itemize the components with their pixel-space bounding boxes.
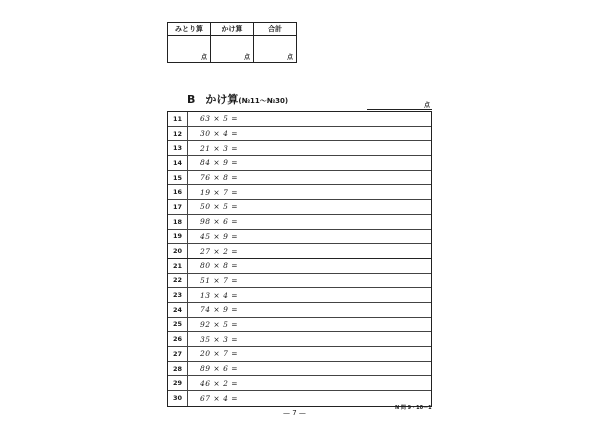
problem-number: 14 <box>168 156 188 170</box>
section-range: (№11〜№30) <box>238 97 289 105</box>
problem-row <box>168 376 431 391</box>
score-unit: 点 <box>243 54 250 61</box>
problem-number: 20 <box>168 244 188 258</box>
problem-expression: 21 × 3 = <box>200 143 239 153</box>
problem-row <box>168 171 431 186</box>
score-cell-total[interactable] <box>254 36 297 63</box>
section-heading <box>187 91 288 107</box>
score-cell-kakezan[interactable] <box>211 36 254 63</box>
problem-number: 21 <box>168 259 188 273</box>
problem-expression: 76 × 8 = <box>200 173 239 183</box>
problem-number: 11 <box>168 112 188 126</box>
problem-expression: 74 × 9 = <box>200 305 239 315</box>
score-table <box>167 22 297 63</box>
problem-expression: 98 × 6 = <box>200 217 239 227</box>
problem-number: 28 <box>168 362 188 376</box>
section-score-unit: 点 <box>423 102 430 109</box>
problem-row <box>168 318 431 333</box>
problem-number: 18 <box>168 215 188 229</box>
section-letter: B <box>187 93 196 106</box>
page-number: — 7 — <box>283 409 306 417</box>
problem-row <box>168 303 431 318</box>
problem-row <box>168 215 431 230</box>
score-unit: 点 <box>200 54 207 61</box>
problem-row <box>168 288 431 303</box>
problem-row <box>168 156 431 171</box>
problem-number: 29 <box>168 376 188 390</box>
problem-row <box>168 112 431 127</box>
section-score-field[interactable] <box>367 99 432 110</box>
problem-number: 23 <box>168 288 188 302</box>
document-code: N 問 9・10－1 <box>395 405 432 411</box>
section-title: かけ算 <box>205 93 239 106</box>
problem-expression: 92 × 5 = <box>200 319 239 329</box>
problem-row <box>168 259 431 274</box>
problem-expression: 13 × 4 = <box>200 290 239 300</box>
problem-row <box>168 391 431 406</box>
problem-expression: 51 × 7 = <box>200 275 239 285</box>
problem-number: 26 <box>168 332 188 346</box>
problem-row <box>168 274 431 289</box>
score-header-total: 合計 <box>254 23 297 36</box>
problem-expression: 35 × 3 = <box>200 334 239 344</box>
problem-number: 15 <box>168 171 188 185</box>
problem-expression: 63 × 5 = <box>200 114 239 124</box>
problem-number: 25 <box>168 318 188 332</box>
problem-number: 30 <box>168 391 188 406</box>
problem-number: 17 <box>168 200 188 214</box>
problem-expression: 89 × 6 = <box>200 364 239 374</box>
problem-row <box>168 332 431 347</box>
problem-expression: 80 × 8 = <box>200 261 239 271</box>
problem-row <box>168 127 431 142</box>
problem-list <box>167 111 432 407</box>
problem-row <box>168 244 431 259</box>
problem-expression: 50 × 5 = <box>200 202 239 212</box>
problem-row <box>168 230 431 245</box>
score-unit: 点 <box>286 54 293 61</box>
problem-row <box>168 362 431 377</box>
problem-row <box>168 200 431 215</box>
problem-row <box>168 141 431 156</box>
problem-expression: 84 × 9 = <box>200 158 239 168</box>
problem-expression: 30 × 4 = <box>200 129 239 139</box>
problem-expression: 20 × 7 = <box>200 349 239 359</box>
problem-expression: 19 × 7 = <box>200 187 239 197</box>
score-cell-mitorizan[interactable] <box>168 36 211 63</box>
problem-number: 19 <box>168 230 188 244</box>
score-header-kakezan: かけ算 <box>211 23 254 36</box>
score-header-mitorizan: みとり算 <box>168 23 211 36</box>
problem-number: 22 <box>168 274 188 288</box>
problem-expression: 46 × 2 = <box>200 378 239 388</box>
problem-number: 24 <box>168 303 188 317</box>
problem-number: 16 <box>168 185 188 199</box>
problem-expression: 27 × 2 = <box>200 246 239 256</box>
problem-row <box>168 347 431 362</box>
problem-number: 13 <box>168 141 188 155</box>
problem-expression: 45 × 9 = <box>200 231 239 241</box>
problem-row <box>168 185 431 200</box>
problem-number: 27 <box>168 347 188 361</box>
problem-number: 12 <box>168 127 188 141</box>
problem-expression: 67 × 4 = <box>200 393 239 403</box>
